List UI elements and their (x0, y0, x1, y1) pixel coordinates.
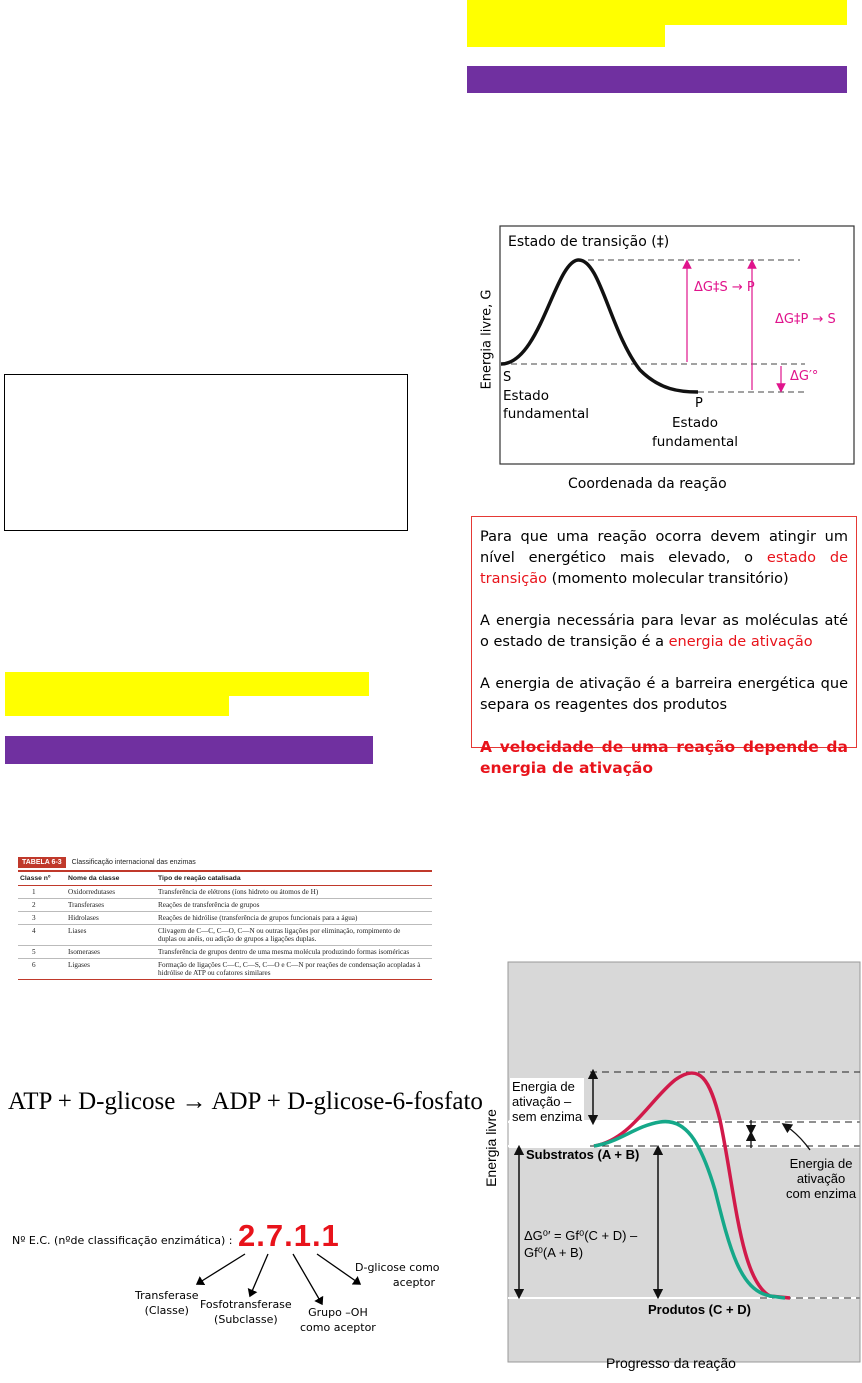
annotation-line: (Classe) (144, 1304, 189, 1317)
table-cell: Hidrolases (68, 914, 99, 922)
table-cell: 4 (32, 927, 36, 935)
table-cell-line: Clivagem de C—C, C—O, C—N ou outras ligações por eliminação, rompimento de (158, 927, 401, 935)
table-cell: Isomerases (68, 948, 100, 956)
ec-annotation-subclass (200, 1297, 292, 1327)
delta-g-label (524, 1227, 637, 1261)
text-span: (momento molecular transitório) (547, 571, 789, 587)
table-cell-line: hidrólise de ATP ou cofatores similares (158, 969, 271, 977)
table-cell: Ligases (68, 961, 90, 969)
table-header-cell: Nome da classe (68, 875, 120, 882)
table-header-cell: Tipo de reação catalisada (158, 875, 241, 882)
dg-p-to-s-label: ΔG‡P → S (775, 312, 836, 327)
s-state-label (503, 387, 589, 423)
text-span-highlight: energia de ativação (668, 634, 813, 650)
text-span: Para que uma reação ocorra devem atingir um nível energético mais elevado, o (480, 529, 848, 566)
table-cell: Transferência de elétrons (íons hidreto ou átomos de H) (158, 888, 319, 896)
products-label: Produtos (C + D) (648, 1302, 751, 1317)
label-line: sem enzima (512, 1109, 583, 1124)
s-letter: S (503, 370, 512, 385)
x-axis-label: Coordenada da reação (568, 476, 727, 492)
ea-enzyme-label (786, 1156, 856, 1201)
annotation-line: Fosfotransferase (200, 1298, 292, 1311)
p-state-line: fundamental (652, 434, 739, 450)
annotation-line: (Subclasse) (214, 1313, 278, 1326)
p-state-line: Estado (672, 415, 718, 431)
textbox-paragraph: A energia de ativação é a barreira energética que separa os reagentes dos produtos (480, 676, 848, 713)
annotation-line: D-glicose como (355, 1261, 440, 1274)
textbox-paragraph (480, 527, 848, 590)
label-line: ativação – (512, 1094, 572, 1109)
y-axis-label: Energia livre (483, 1109, 499, 1187)
diagram-transition-state (470, 222, 860, 502)
table-caption: Classificação internacional das enzimas (71, 859, 196, 866)
label-line: Gf⁰(A + B) (524, 1245, 584, 1260)
ec-annotation-group (300, 1305, 376, 1335)
table-cell: 5 (32, 948, 36, 956)
annotation-line: Transferase (135, 1289, 199, 1302)
annotation-line: como aceptor (300, 1321, 376, 1334)
label-line: ativação (796, 1171, 846, 1186)
table-cell: Reações de hidrólise (transferência de grupos funcionais para a água) (158, 914, 358, 922)
y-axis-label: Energia livre, G (479, 289, 495, 390)
label-line: ΔG⁰′ = Gf⁰(C + D) – (524, 1228, 638, 1243)
dg0-label: ΔG′° (790, 369, 819, 384)
table-cell: 2 (32, 901, 36, 909)
transition-state-label: Estado de transição (‡) (508, 234, 670, 250)
table-cell-line: duplas ou anéis, ou adição de grupos a ligações duplas. (158, 935, 317, 943)
table-badge: TABELA 6-3 (18, 857, 66, 868)
p-letter: P (695, 396, 703, 411)
table-cell: Oxidorredutases (68, 888, 116, 896)
text-span-highlight: estado de transição (480, 550, 849, 587)
table-cell: 1 (32, 888, 36, 896)
s-state-line: Estado (503, 388, 549, 404)
table-cell: 6 (32, 961, 36, 969)
reaction-equation: ATP + D-glicose → ADP + D-glicose-6-fosfato (8, 1088, 483, 1115)
ec-number: 2.7.1.1 (238, 1218, 340, 1253)
p-state-label (652, 414, 738, 452)
table-cell-line: Formação de ligações C—C, C—S, C—O e C—N por reações de condensação acopladas à (158, 961, 421, 969)
table-cell: Transferases (68, 901, 105, 909)
label-line: Energia de (789, 1156, 853, 1171)
text-span: A energia necessária para levar as moléculas até o estado de transição é a (480, 613, 848, 650)
activation-energy-textbox (471, 516, 857, 777)
table-cell: Liases (68, 927, 87, 935)
table-header-cell: Classe nº (20, 875, 51, 882)
s-state-line: fundamental (503, 406, 590, 422)
ec-label: Nº E.C. (nºde classificação enzimática) : (12, 1234, 233, 1247)
annotation-line: Grupo –OH (308, 1306, 368, 1319)
x-axis-label: Progresso da reação (606, 1355, 736, 1371)
dg-s-to-p-label: ΔG‡S → P (694, 280, 755, 295)
label-line: Energia de (512, 1079, 575, 1094)
ea-no-enzyme-label (510, 1078, 584, 1125)
textbox-conclusion: A velocidade de uma reação depende da energia de ativação (480, 738, 848, 777)
label-line: com enzima (786, 1186, 857, 1201)
ec-annotation-acceptor (355, 1260, 440, 1290)
table-cell: Reações de transferência de grupos (158, 901, 260, 909)
annotation-line: aceptor (392, 1276, 435, 1289)
table-cell: Transferência de grupos dentro de uma mesma molécula produzindo formas isoméricas (158, 948, 410, 956)
transition-state-svg (470, 222, 860, 502)
table-cell: 3 (32, 914, 36, 922)
textbox-paragraph (480, 611, 848, 653)
ec-annotation-class (135, 1288, 198, 1318)
diagram-enzyme-comparison (470, 950, 862, 1378)
substrates-label: Substratos (A + B) (526, 1147, 640, 1162)
